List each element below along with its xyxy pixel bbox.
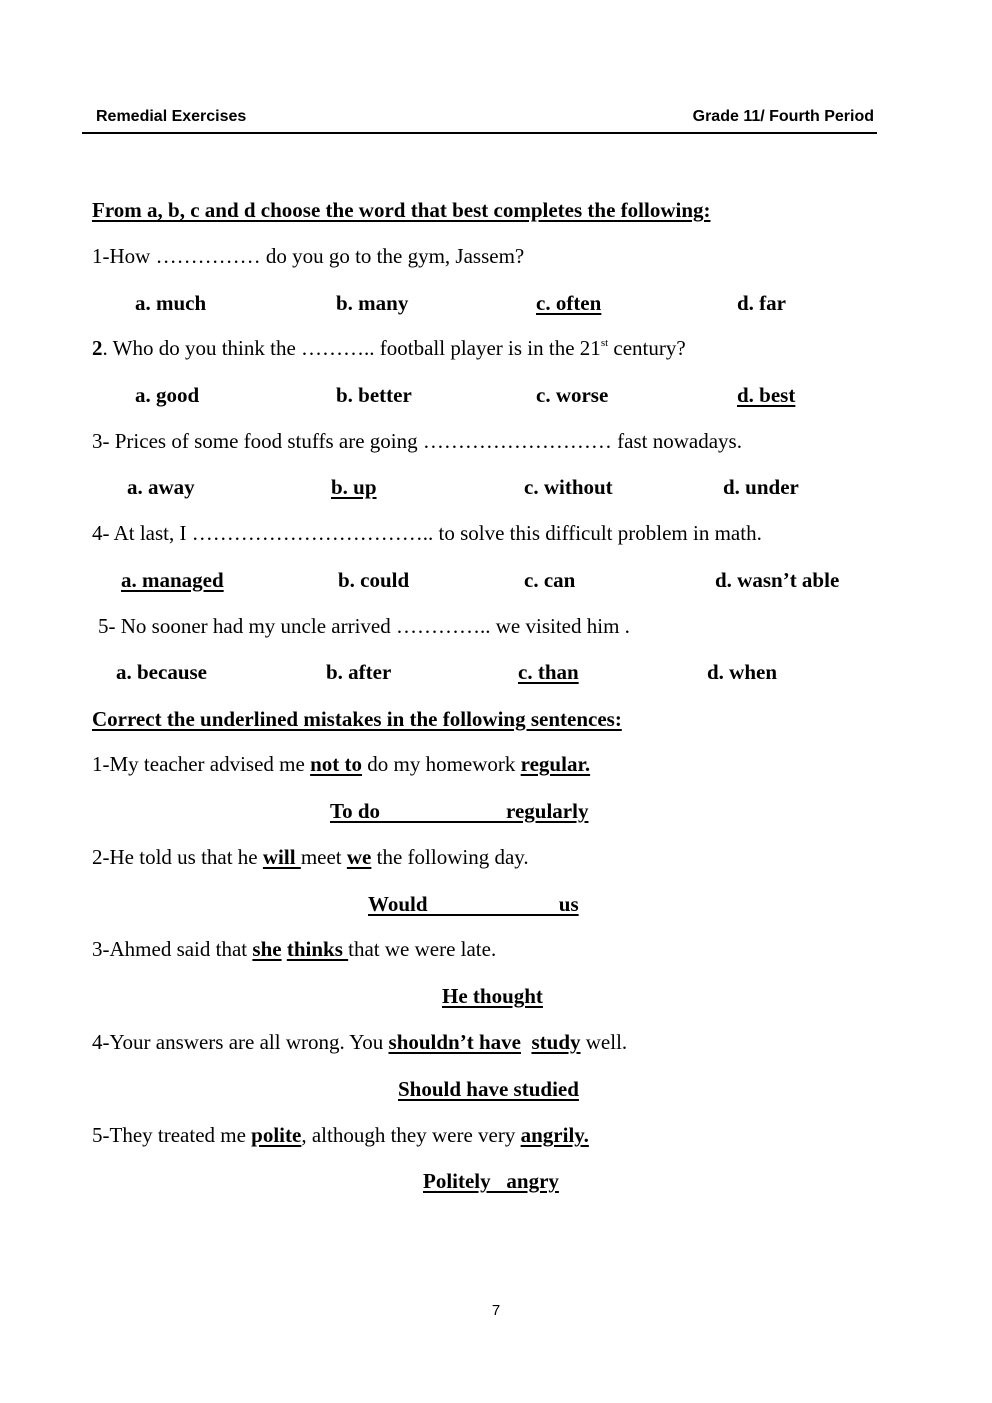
question-3-text: Prices of some food stuffs are going ……………………… fast nowadays. [114,429,742,453]
question-3 [92,429,742,453]
q2-option-b: b. better [336,383,412,407]
sentence-5 [92,1123,589,1147]
sentence-3 [92,937,496,961]
question-2-superscript: st [600,337,609,349]
correction-3: He thought [442,984,543,1008]
q3-option-a: a. away [127,475,195,499]
header-grade: Grade 11/ Fourth Period [692,108,874,125]
sentence-4-mistake-1: shouldn’t have [388,1030,521,1054]
question-5-text: No sooner had my uncle arrived ………….. we visited him . [120,614,630,638]
sentence-2-mistake-2: we [346,845,372,869]
q5-option-a: a. because [116,660,207,684]
question-5 [98,614,630,638]
q4-option-c: c. can [524,568,576,592]
sentence-5-text: 5-They treated me [92,1123,252,1147]
sentence-2-mistake-1: will [262,845,301,869]
question-5-number: 5- [98,614,121,638]
sentence-4-text: 4-Your answers are all wrong. You [92,1030,389,1054]
page-number: 7 [491,1302,501,1319]
q2-option-c: c. worse [536,383,609,407]
question-1 [92,244,524,268]
question-4-text: At last, I …………………………….. to solve this difficult problem in math. [113,521,762,545]
correction-1: To do regularly [330,799,589,823]
section1-heading: From a, b, c and d choose the word that best completes the following: [92,198,711,222]
correction-5: Politely angry [423,1169,559,1193]
sentence-3-text-2: that we were late. [348,937,497,961]
page-header [82,106,877,134]
correction-4: Should have studied [398,1077,579,1101]
question-4 [92,521,762,545]
q4-option-b: b. could [338,568,410,592]
q1-option-c-answer: c. often [536,291,602,315]
section2-heading: Correct the underlined mistakes in the following sentences: [92,707,622,731]
question-2 [92,336,686,360]
sentence-2-text-3: the following day. [371,845,529,869]
q4-option-d: d. wasn’t able [715,568,840,592]
sentence-3-text: 3-Ahmed said that [92,937,253,961]
q1-option-b: b. many [336,291,409,315]
question-2-text: . Who do you think the ……….. football player is in the 21 [102,336,601,360]
sentence-4-space [521,1030,532,1054]
sentence-3-mistake-2: thinks [286,937,349,961]
sentence-2-text-2: meet [300,845,347,869]
question-1-text: How …………… do you go to the gym, Jassem? [109,244,525,268]
sentence-1-text-2: do my homework [362,752,521,776]
correction-2: Would us [368,892,579,916]
q5-option-b: b. after [326,660,392,684]
sentence-3-mistake-1: she [252,937,282,961]
q1-option-d: d. far [737,291,786,315]
sentence-1-mistake-2: regular. [520,752,591,776]
question-1-number: 1- [92,244,110,268]
q2-option-a: a. good [135,383,200,407]
sentence-4-text-2: well. [580,1030,628,1054]
q1-option-a: a. much [135,291,207,315]
q3-option-b-answer: b. up [331,475,377,499]
sentence-2-text: 2-He told us that he [92,845,263,869]
question-2-number: 2 [92,336,103,360]
q3-option-d: d. under [723,475,799,499]
sentence-1 [92,752,590,776]
sentence-5-text-2: , although they were very [301,1123,521,1147]
question-4-number: 4- [92,521,114,545]
q5-option-c-answer: c. than [518,660,579,684]
q3-option-c: c. without [524,475,613,499]
sentence-4-mistake-2: study [531,1030,581,1054]
question-3-number: 3- [92,429,115,453]
sentence-4 [92,1030,627,1054]
q2-option-d-answer: d. best [737,383,796,407]
sentence-1-text: 1-My teacher advised me [92,752,311,776]
q5-option-d: d. when [707,660,778,684]
sentence-1-mistake-1: not to [310,752,363,776]
sentence-5-mistake-2: angrily. [520,1123,589,1147]
question-2-text-end: century? [608,336,686,360]
q4-option-a-answer: a. managed [121,568,224,592]
sentence-5-mistake-1: polite [251,1123,302,1147]
header-title: Remedial Exercises [96,108,247,125]
sentence-2 [92,845,529,869]
